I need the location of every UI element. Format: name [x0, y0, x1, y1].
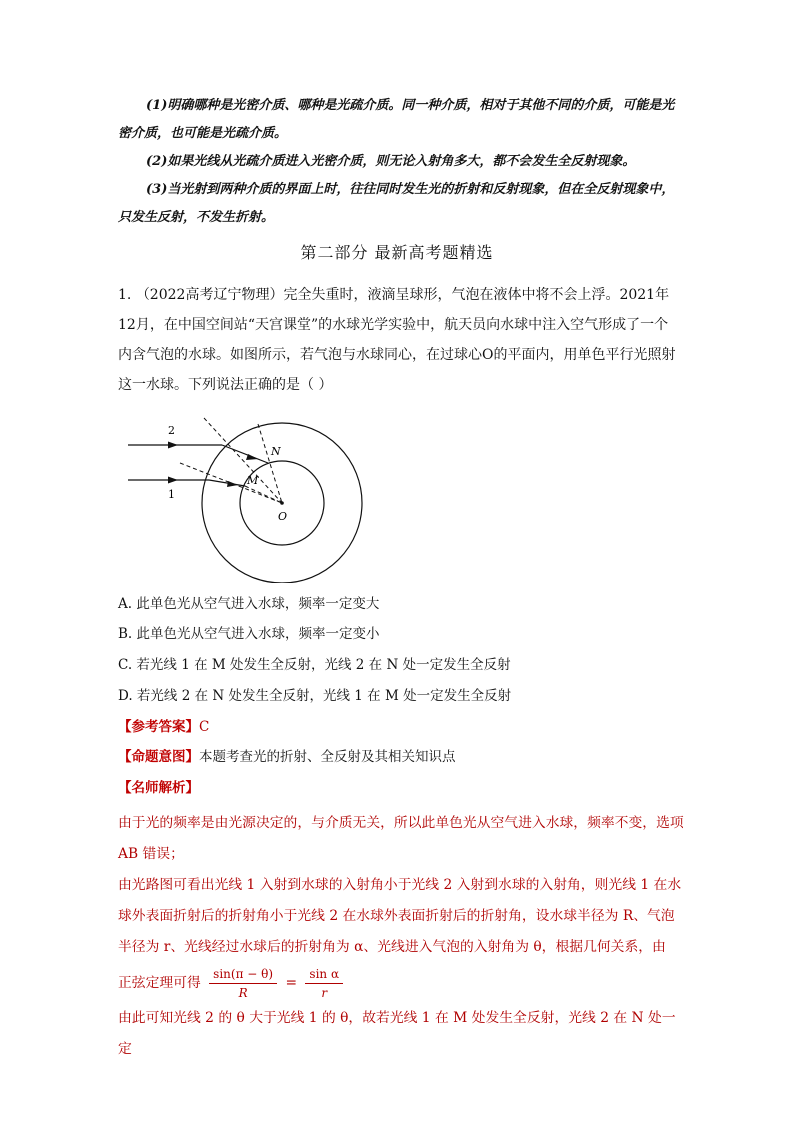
label-M: M: [247, 474, 259, 487]
answer-line: [118, 716, 688, 738]
fraction-left: [209, 965, 277, 1002]
optics-diagram: [118, 408, 368, 583]
intent-label: 【命题意图】: [118, 749, 199, 765]
analysis-para-3: [118, 963, 688, 1003]
notes-block: [118, 92, 678, 232]
fraction-right-den: r: [321, 986, 328, 1000]
intent-value: 本题考查光的折射、全反射及其相关知识点: [199, 749, 456, 765]
note-2: (2)如果光线从光疏介质进入光密介质，则无论入射角多大，都不会发生全反射现象。: [146, 154, 636, 169]
question-body: （2022高考辽宁物理）完全失重时，液滴呈球形，气泡在液体中将不会上浮。2021年12月，在中国空间站“天宫课堂”的水球光学实验中，航天员向水球中注入空气形成了一个内含气泡的水球。如图所示，若气泡与水球同心，在过球心O的平面内，用单色平行光照射这一水球。下列说法正确的是（ ）: [118, 287, 676, 393]
option-d: D. 若光线 2 在 N 处发生全反射，光线 1 在 M 处一定发生全反射: [118, 688, 512, 704]
analysis-para-3-prefix: 正弦定理可得: [118, 975, 201, 991]
fraction-left-den: R: [238, 986, 248, 1000]
center-point: [280, 501, 284, 505]
intent-line: [118, 746, 688, 768]
analysis-para-1: 由于光的频率是由光源决定的，与介质无关，所以此单色光从空气进入水球，频率不变，选项 AB 错误；: [118, 815, 684, 862]
question-number: 1.: [118, 287, 132, 303]
question-block: [118, 280, 678, 400]
label-O: O: [278, 510, 288, 523]
fraction-left-num: sin(π − θ): [209, 965, 277, 984]
label-ray-2: 2: [168, 424, 175, 437]
analysis-label-line: [118, 777, 688, 799]
analysis-para-4: 由此可知光线 2 的 θ 大于光线 1 的 θ，故若光线 1 在 M 处发生全反射，光线 2 在 N 处一定: [118, 1010, 676, 1057]
ray-1-arrow-icon: [168, 477, 178, 484]
radius-to-M: [245, 486, 282, 503]
fraction-right: [305, 965, 343, 1002]
answer-label: 【参考答案】: [118, 719, 199, 735]
normal-ray-2: [204, 418, 282, 503]
analysis-block: [118, 808, 688, 1065]
fraction-right-num: sin α: [305, 965, 343, 984]
ray-2-refracted: [222, 445, 268, 463]
answer-value: C: [199, 719, 210, 735]
question-text: [118, 280, 678, 400]
analysis-label: 【名师解析】: [118, 780, 199, 796]
ray-2-refracted-arrow-icon: [246, 454, 258, 460]
label-N: N: [271, 445, 281, 458]
note-1: (1)明确哪种是光密介质、哪种是光疏介质。同一种介质，相对于其他不同的介质，可能是光密介质，也可能是光疏介质。: [118, 98, 675, 141]
section-title: 第二部分 最新高考题精选: [300, 243, 494, 262]
option-a: A. 此单色光从空气进入水球，频率一定变大: [118, 596, 380, 612]
equals-sign: =: [285, 975, 298, 991]
radius-to-N: [258, 424, 282, 503]
analysis-para-2: 由光路图可看出光线 1 入射到水球的入射角小于光线 2 入射到水球的入射角，则光线 1 在水球外表面折射后的折射角小于光线 2 在水球外表面折射后的折射角，设水球半径为 R、气泡半径为 r、光线经过水球后的折射角为 α、光线进入气泡的入射角为 θ，根据几何关系，由: [118, 877, 682, 955]
option-b: B. 此单色光从空气进入水球，频率一定变小: [118, 626, 380, 642]
label-ray-1: 1: [168, 488, 175, 501]
ray-2-arrow-icon: [168, 442, 178, 449]
option-c: C. 若光线 1 在 M 处发生全反射，光线 2 在 N 处一定发生全反射: [118, 657, 511, 673]
note-3: (3)当光射到两种介质的界面上时，往往同时发生光的折射和反射现象，但在全反射现象中，只发生反射，不发生折射。: [118, 182, 675, 225]
